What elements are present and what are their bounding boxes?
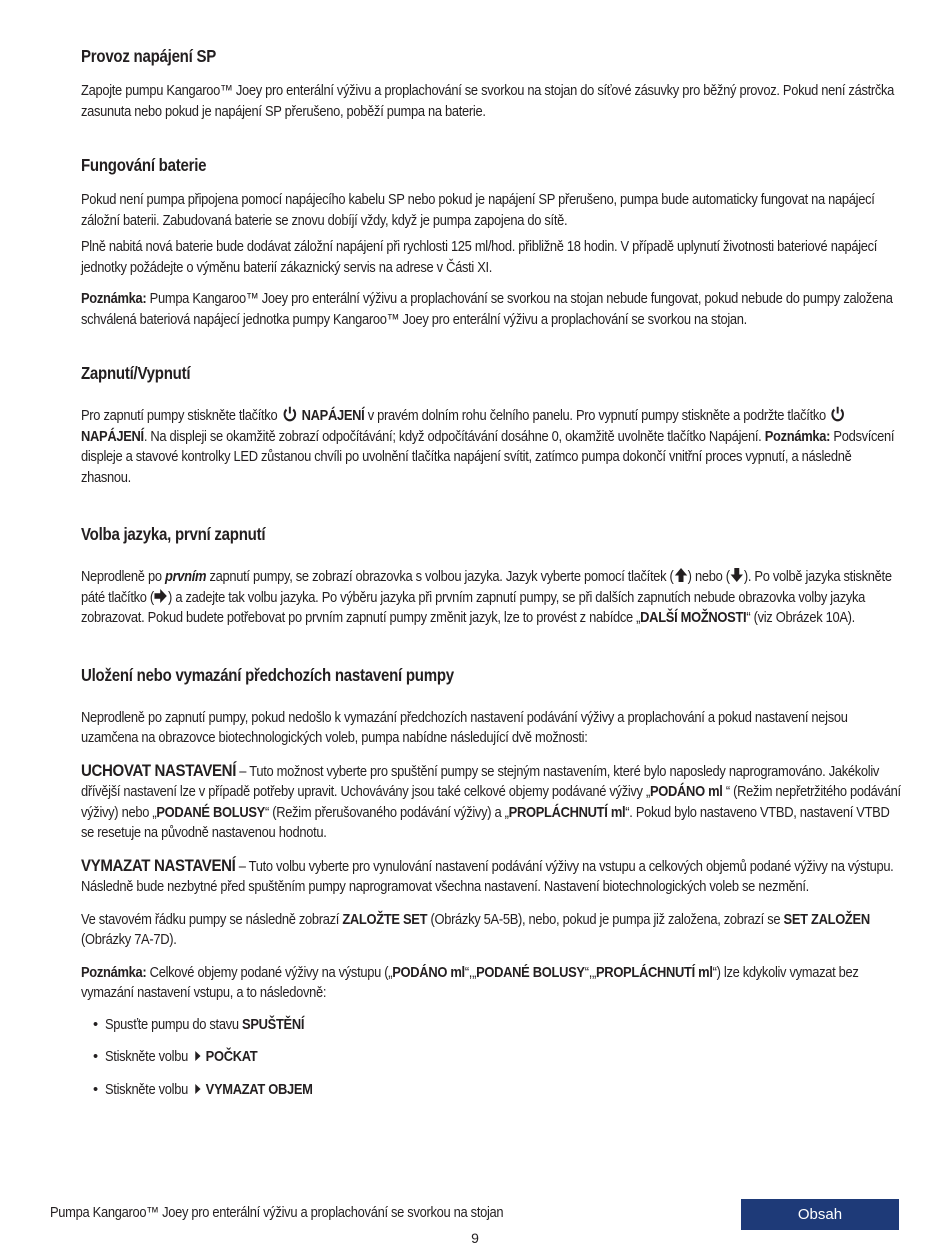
paragraph-volumes-note: Poznámka: Celkové objemy podané výživy na výstupu („PODÁNO ml“,„PODANÉ BOLUSY“,„PROPLÁCHNUTÍ ml“) lze kdykoliv vymazat bez vymazání nastavení vstupu, a to následovně: (81, 964, 859, 1001)
paragraph-clear-settings: VYMAZAT NASTAVENÍ – Tuto volbu vyberte pro vynulování nastavení podávání výživy na vstupu a celkových objemů podané výživy na výstupu. Následně bude nezbytné před spuštěním pumpy naprogramovat všechna nastavení. Nastavení biotechnologických voleb se nezmění. (81, 855, 894, 895)
paragraph-battery-1: Pokud není pumpa připojena pomocí napájecího kabelu SP nebo pokud je napájení SP přerušeno, pumpa bude automaticky fungovat na napájecí záložní baterii. Zabudovaná baterie se znovu dobíjí vždy, když je pumpa zapojena do sítě. (81, 192, 875, 229)
paragraph-status-line: Ve stavovém řádku pumpy se následně zobrazí ZALOŽTE SET (Obrázky 5A-5B), nebo, pokud je pumpa již založena, zobrazí se SET ZALOŽEN (Obrázky 7A-7D). (81, 911, 870, 948)
paragraph-language: Neprodleně po prvním zapnutí pumpy, se zobrazí obrazovka s volbou jazyka. Jazyk vyberte pomocí tlačítek ( ) nebo ( ). Po volbě jazyka stiskněte páté tlačítko ( ) a zadejte tak volbu jazyka. Po výběru jazyka při prvním zapnutí pumpy, se při dalších zapnutích nebude obrazovka volby jazyka zobrazovat. Pokud budete potřebovat po prvním zapnutí pumpy změnit jazyk, lze to provést z nabídce „DALŠÍ MOŽNOSTI“ (viz Obrázek 10A). (81, 569, 892, 626)
heading-language: Volba jazyka, první zapnutí (81, 524, 266, 544)
list-item: • Spusťte pumpu do stavu SPUŠTĚNÍ (81, 1015, 901, 1036)
list-item: • Stiskněte volbu VYMAZAT OBJEM (81, 1080, 901, 1101)
power-icon (282, 406, 296, 422)
triangle-right-icon (195, 1051, 200, 1061)
arrow-up-icon (674, 567, 688, 583)
paragraph-battery-2: Plně nabitá nová baterie bude dodávat záložní napájení při rychlosti 125 ml/hod. přibližně 18 hodin. V případě uplynutí životnosti bateriové napájecí jednotky požádejte o výměnu baterií zákaznický servis na adrese v Části XI. (81, 239, 878, 276)
paragraph-on-off: Pro zapnutí pumpy stiskněte tlačítko NAPÁJENÍ v pravém dolním rohu čelního panelu. Pro vypnutí pumpy stiskněte a podržte tlačítko NAPÁJENÍ. Na displeji se okamžitě zobrazí odpočítávání; když odpočítávání dosáhne 0, okamžitě uvolněte tlačítko Napájení. Poznámka: Podsvícení displeje a stavové kontrolky LED zůstanou chvíli po uvolnění tlačítka napájení svítit, zatímco pumpa dokončí vnitřní proces vypnutí, a následně zhasnou. (81, 408, 895, 486)
page-content (81, 46, 901, 1100)
paragraph-battery-note: Poznámka: Pumpa Kangaroo™ Joey pro enterální výživu a proplachování se svorkou na stojan nebude fungovat, pokud nebude do pumpy založena schválená bateriová napájecí jednotka pumpy Kangaroo™ Joey pro enterální výživu a proplachování se svorkou na stojan. (81, 291, 893, 328)
clear-volume-steps (81, 1015, 901, 1101)
footer-title: Pumpa Kangaroo™ Joey pro enterální výživu a proplachování se svorkou na stojan (50, 1205, 504, 1221)
heading-battery: Fungování baterie (81, 155, 207, 175)
arrow-right-icon (154, 588, 168, 604)
arrow-down-icon (730, 567, 744, 583)
heading-sp-power: Provoz napájení SP (81, 46, 217, 66)
heading-on-off: Zapnutí/Vypnutí (81, 363, 191, 383)
paragraph-keep-settings: UCHOVAT NASTAVENÍ – Tuto možnost vyberte pro spuštění pumpy se stejným nastavením, které bylo naposledy naprogramováno. Jakékoliv dřívější nastavení lze v případě potřeby upravit. Uchovávány jsou také celkové objemy podávané výživy „PODÁNO ml “ (Režim nepřetržitého podávání výživy) nebo „PODANÉ BOLUSY“ (Režim přerušovaného podávání výživy) a „PROPLÁCHNUTÍ ml“. Pokud bylo nastaveno VTBD, nastavení VTBD se resetuje na původně nastavenou hodnotu. (81, 760, 901, 841)
power-icon (831, 406, 845, 422)
triangle-right-icon (195, 1084, 200, 1094)
list-item: • Stiskněte volbu POČKAT (81, 1047, 901, 1068)
paragraph-save-clear-intro: Neprodleně po zapnutí pumpy, pokud nedošlo k vymazání předchozích nastavení podávání výživy a proplachování a pokud nastavení nejsou uzamčena na obrazovce biotechnologických voleb, pumpa nabídne následující dvě možnosti: (81, 709, 848, 746)
paragraph-sp-power: Zapojte pumpu Kangaroo™ Joey pro enterální výživu a proplachování se svorkou na stojan do síťové zásuvky pro běžný provoz. Pokud není zástrčka zasunuta nebo pokud je napájení SP přerušeno, poběží pumpa na baterie. (81, 83, 895, 120)
page-number: 9 (471, 1230, 479, 1246)
heading-save-clear: Uložení nebo vymazání předchozích nastavení pumpy (81, 664, 454, 685)
table-of-contents-button[interactable]: Obsah (741, 1199, 899, 1230)
